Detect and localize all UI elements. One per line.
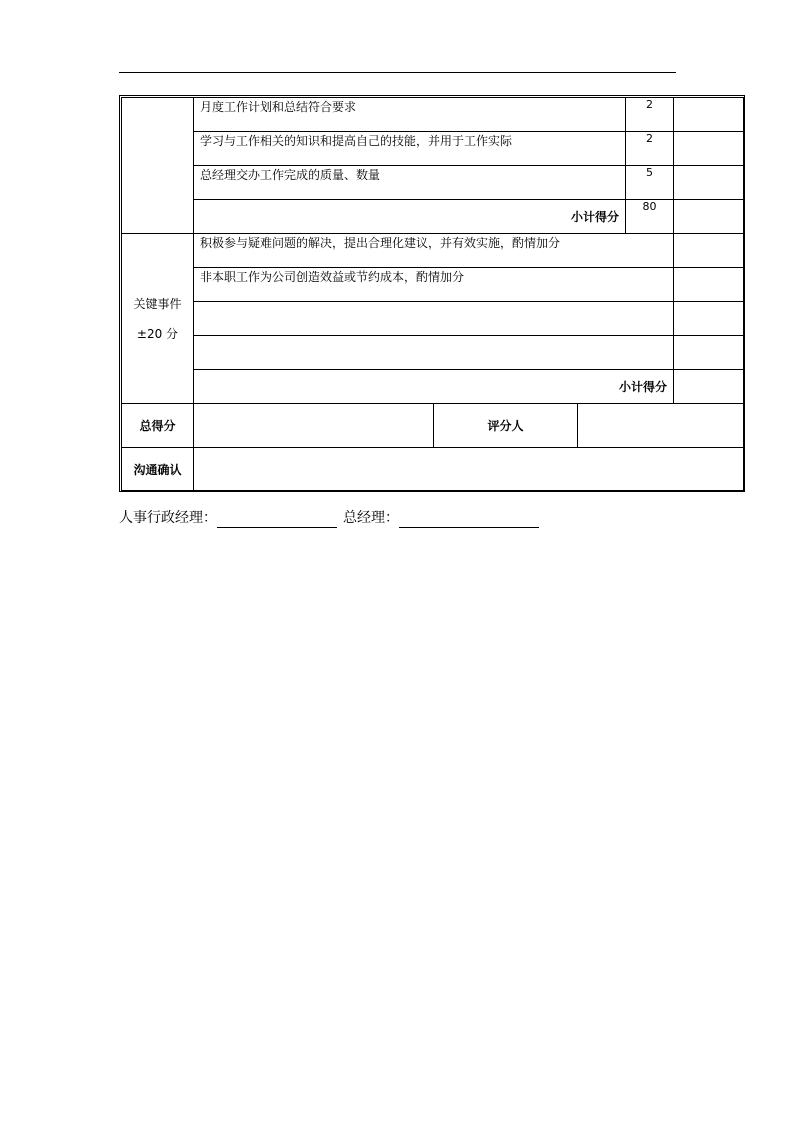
item-text: 学习与工作相关的知识和提高自己的技能，并用于工作实际 bbox=[194, 132, 626, 166]
item-text: 月度工作计划和总结符合要求 bbox=[194, 98, 626, 132]
score-cell[interactable] bbox=[674, 268, 744, 302]
score-cell[interactable] bbox=[674, 132, 744, 166]
table-row bbox=[122, 404, 744, 448]
table-row bbox=[122, 370, 744, 404]
item-text: 总经理交办工作完成的质量、数量 bbox=[194, 166, 626, 200]
table-row bbox=[122, 200, 744, 234]
score-cell[interactable] bbox=[674, 166, 744, 200]
score-cell[interactable] bbox=[674, 370, 744, 404]
item-weight: 5 bbox=[626, 166, 674, 200]
header-rule bbox=[119, 72, 676, 73]
table-row bbox=[122, 166, 744, 200]
table-row bbox=[122, 234, 744, 268]
key-events-label bbox=[122, 234, 194, 404]
score-cell[interactable] bbox=[674, 302, 744, 336]
score-cell[interactable] bbox=[674, 234, 744, 268]
total-score-label: 总得分 bbox=[122, 404, 194, 448]
key-events-range: ±20 分 bbox=[136, 326, 179, 341]
subtotal-value: 80 bbox=[626, 200, 674, 234]
item-weight: 2 bbox=[626, 98, 674, 132]
table-row bbox=[122, 132, 744, 166]
subtotal-label: 小计得分 bbox=[194, 370, 674, 404]
rater-cell[interactable] bbox=[578, 404, 744, 448]
subtotal-label: 小计得分 bbox=[194, 200, 626, 234]
hr-manager-label: 人事行政经理： bbox=[119, 510, 217, 526]
score-cell[interactable] bbox=[674, 336, 744, 370]
total-score-cell[interactable] bbox=[194, 404, 434, 448]
table-row bbox=[122, 98, 744, 132]
score-cell[interactable] bbox=[674, 200, 744, 234]
key-event-text: 积极参与疑难问题的解决，提出合理化建议，并有效实施，酌情加分 bbox=[194, 234, 674, 268]
item-weight: 2 bbox=[626, 132, 674, 166]
blank-event-cell[interactable] bbox=[194, 302, 674, 336]
general-manager-signature-field[interactable] bbox=[399, 511, 539, 528]
rater-label: 评分人 bbox=[434, 404, 578, 448]
general-manager-label: 总经理： bbox=[343, 510, 399, 526]
communication-confirm-cell[interactable] bbox=[194, 448, 744, 491]
blank-event-cell[interactable] bbox=[194, 336, 674, 370]
table-row bbox=[122, 336, 744, 370]
section1-label-cell bbox=[122, 98, 194, 234]
evaluation-table bbox=[121, 97, 744, 491]
table-row bbox=[122, 302, 744, 336]
table-row bbox=[122, 448, 744, 491]
key-event-text: 非本职工作为公司创造效益或节约成本，酌情加分 bbox=[194, 268, 674, 302]
key-events-title: 关键事件 bbox=[133, 296, 182, 311]
score-cell[interactable] bbox=[674, 98, 744, 132]
communication-confirm-label: 沟通确认 bbox=[122, 448, 194, 491]
hr-manager-signature-field[interactable] bbox=[217, 511, 337, 528]
signature-line bbox=[119, 508, 539, 528]
table-row bbox=[122, 268, 744, 302]
